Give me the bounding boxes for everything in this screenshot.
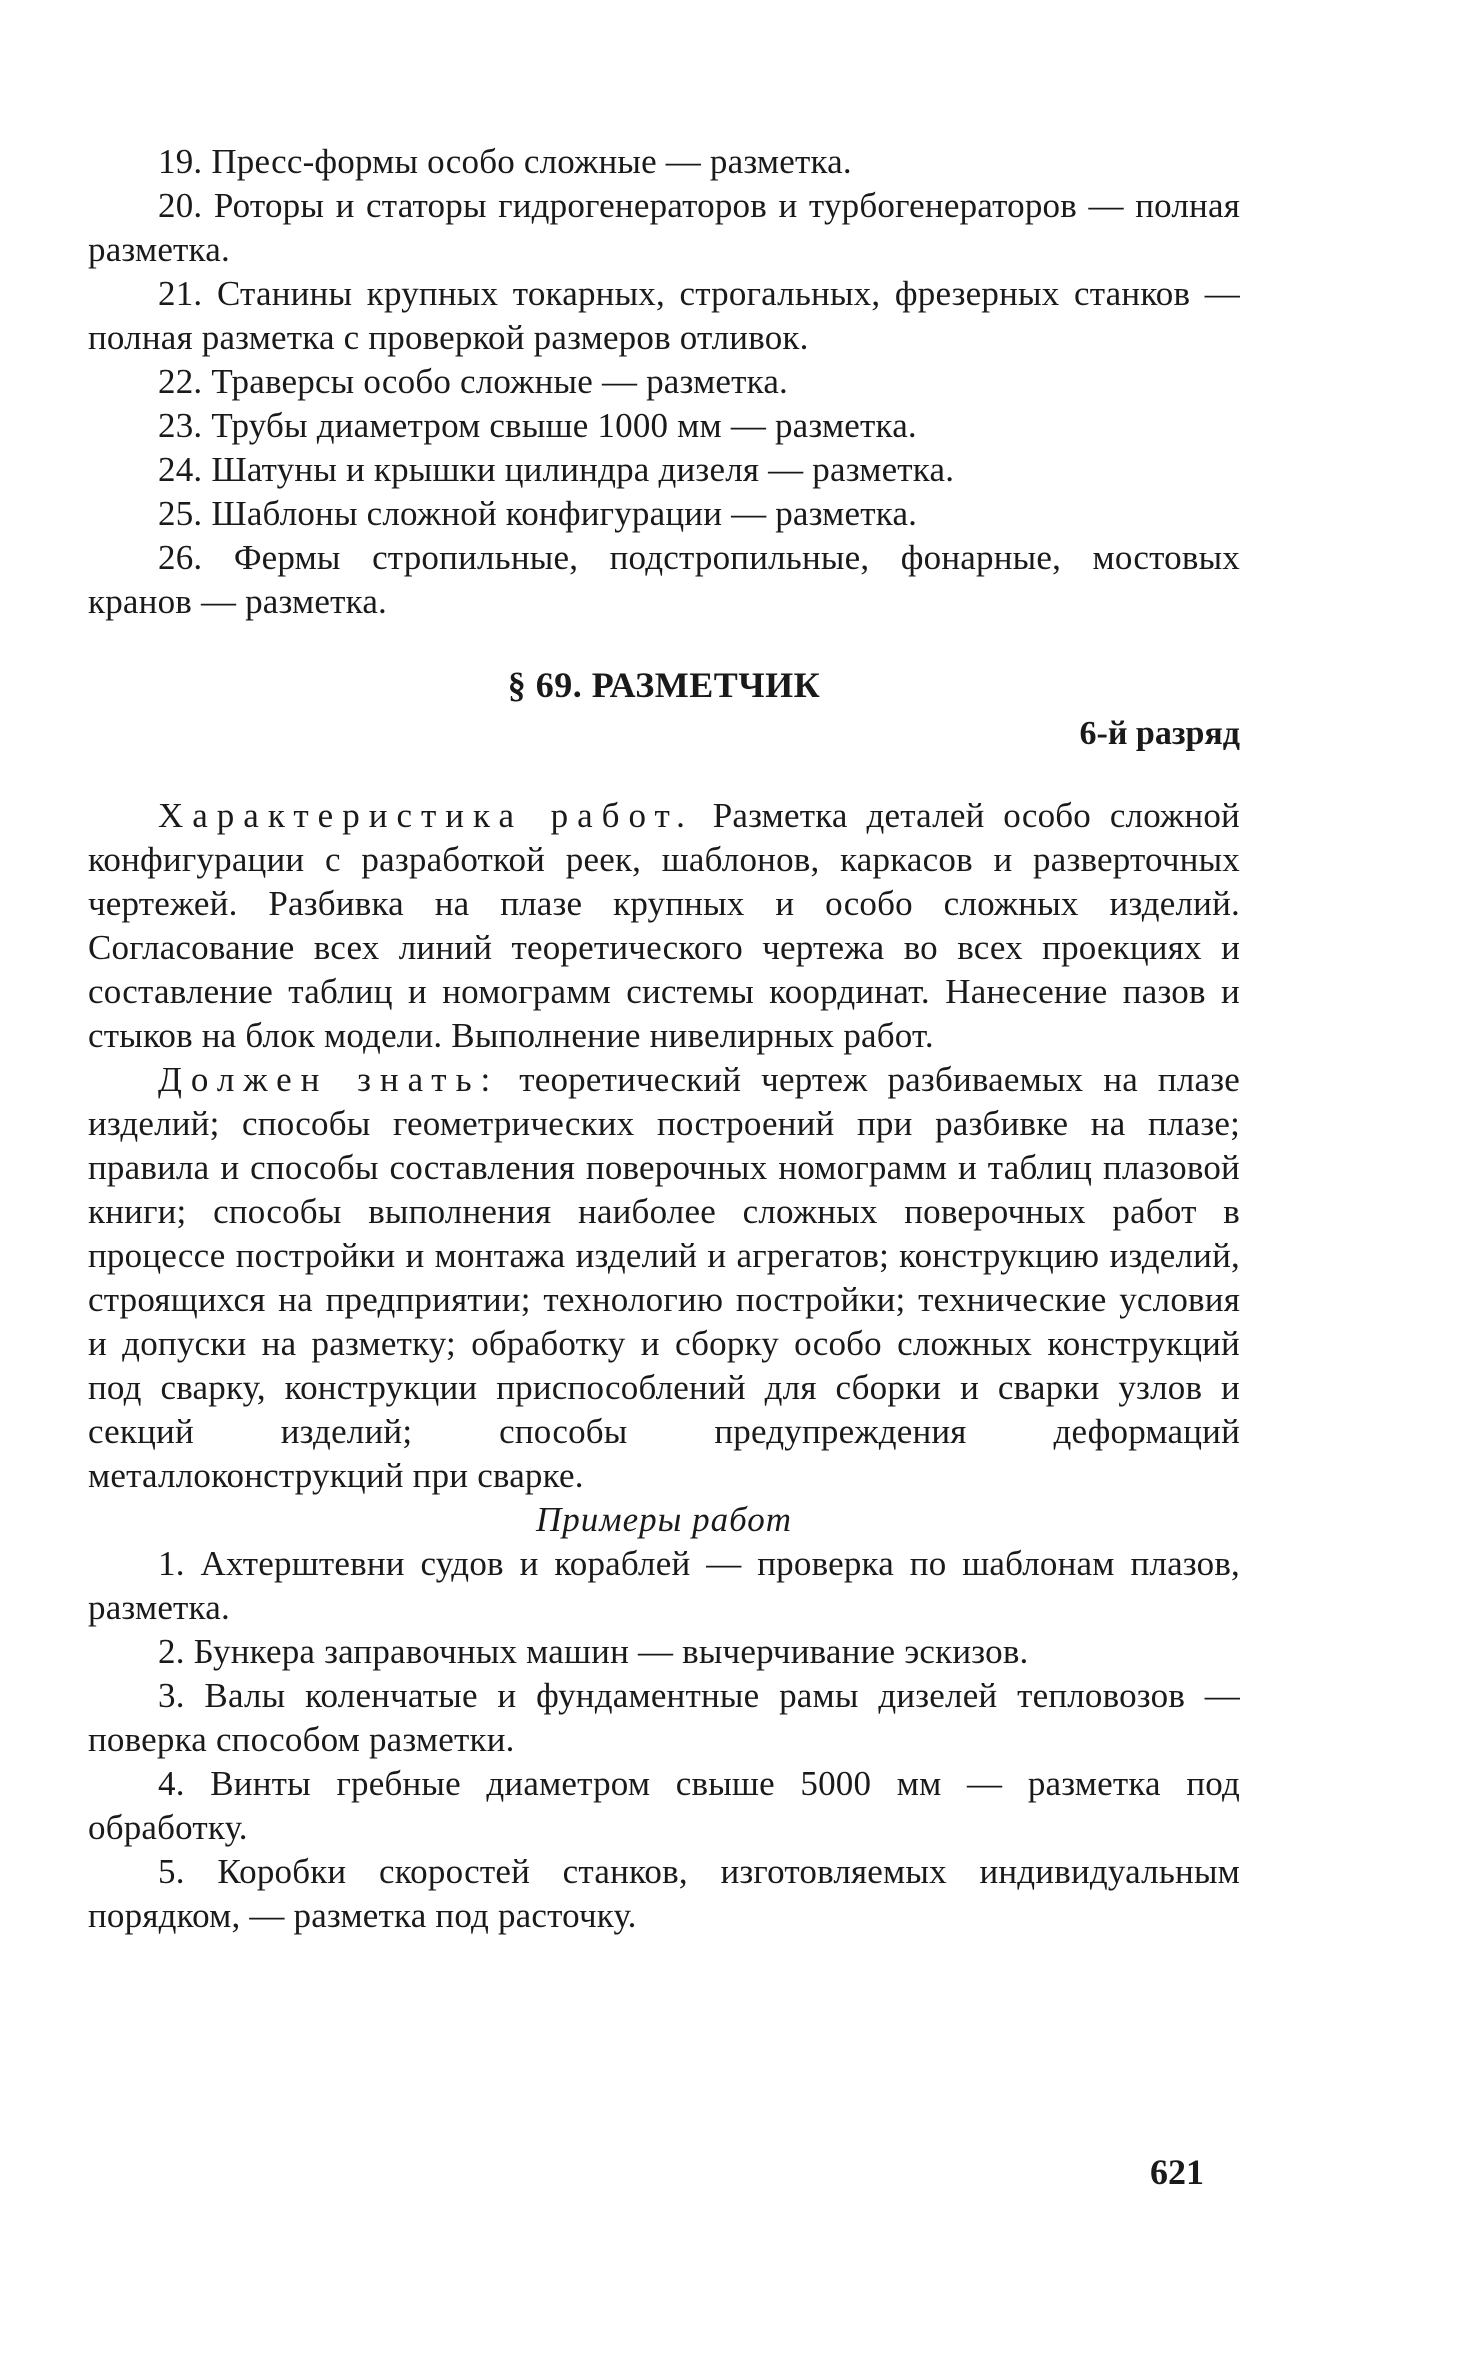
example-text: Валы коленчатые и фундаментные рамы дизелей тепловозов — поверка способом разметки. <box>88 1676 1240 1759</box>
item-text: Шатуны и крышки цилиндра дизеля — разметка. <box>211 450 955 489</box>
item-text: Роторы и статоры гидрогенераторов и турбогенераторов — полная разметка. <box>88 186 1240 269</box>
example-item <box>88 1762 1240 1850</box>
example-item <box>88 1630 1240 1674</box>
example-number: 1. <box>158 1544 185 1583</box>
example-text: Бункера заправочных машин — вычерчивание эскизов. <box>193 1632 1029 1671</box>
item-number: 24. <box>158 450 203 489</box>
list-item <box>88 184 1240 272</box>
item-number: 20. <box>158 186 203 225</box>
list-item <box>88 140 1240 184</box>
knowledge-label: Должен знать: <box>158 1060 500 1099</box>
example-text: Коробки скоростей станков, изготовляемых индивидуальным порядком, — разметка под расточку. <box>88 1852 1241 1935</box>
example-item <box>88 1674 1240 1762</box>
characteristics-paragraph <box>88 794 1240 1058</box>
list-item <box>88 272 1240 360</box>
example-number: 3. <box>158 1676 185 1715</box>
example-number: 2. <box>158 1632 185 1671</box>
list-item <box>88 404 1240 448</box>
knowledge-text: теоретический чертеж разбиваемых на плазе изделий; способы геометрических построений при разбивке на плазе; правила и способы составления поверочных номограмм и таблиц плазовой книги; способы выполнения наиболее сложных поверочных работ в процессе постройки и монтажа изделий и агрегатов; конструкцию изделий, строящихся на предприятии; технологию постройки; технические условия и допуски на разметку; обработку и сборку особо сложных конструкций под сварку, конструкции приспособлений для сборки и сварки узлов и секций изделий; способы предупреждения деформаций металлоконструкций при сварке. <box>88 1060 1241 1495</box>
item-text: Станины крупных токарных, строгальных, фрезерных станков — полная разметка с проверкой размеров отливок. <box>88 274 1240 357</box>
example-number: 4. <box>158 1764 185 1803</box>
item-number: 22. <box>158 362 203 401</box>
section-body <box>88 794 1240 1938</box>
example-item <box>88 1542 1240 1630</box>
example-number: 5. <box>158 1852 185 1891</box>
list-item <box>88 492 1240 536</box>
item-text: Траверсы особо сложные — разметка. <box>211 362 789 401</box>
item-text: Фермы стропильные, подстропильные, фонарные, мостовых кранов — разметка. <box>88 538 1240 621</box>
examples-title: Примеры работ <box>535 1500 793 1539</box>
knowledge-paragraph <box>88 1058 1240 1498</box>
item-text: Трубы диаметром свыше 1000 мм — разметка. <box>211 406 917 445</box>
item-text: Шаблоны сложной конфигурации — разметка. <box>211 494 918 533</box>
section-heading: § 69. РАЗМЕТЧИК <box>507 665 821 705</box>
item-number: 21. <box>158 274 203 313</box>
list-item <box>88 448 1240 492</box>
page-number: 621 <box>1150 2152 1204 2192</box>
characteristics-label: Характеристика работ. <box>158 796 694 835</box>
characteristics-text: Разметка деталей особо сложной конфигурации с разработкой реек, шаблонов, каркасов и разверточных чертежей. Разбивка на плазе крупных и особо сложных изделий. Согласование всех линий теоретического чертежа во всех проекциях и составление таблиц и номограмм системы координат. Нанесение пазов и стыков на блок модели. Выполнение нивелирных работ. <box>88 796 1240 1055</box>
item-number: 25. <box>158 494 203 533</box>
example-item <box>88 1850 1240 1938</box>
examples-list <box>88 1542 1240 1938</box>
item-text: Пресс-формы особо сложные — разметка. <box>211 142 852 181</box>
list-item <box>88 536 1240 624</box>
example-text: Ахтерштевни судов и кораблей — проверка по шаблонам плазов, разметка. <box>88 1544 1241 1627</box>
top-items-list <box>88 140 1240 624</box>
grade-label: 6-й разряд <box>1079 715 1240 752</box>
item-number: 23. <box>158 406 203 445</box>
item-number: 19. <box>158 142 203 181</box>
item-number: 26. <box>158 538 203 577</box>
page-content <box>88 140 1240 1938</box>
list-item <box>88 360 1240 404</box>
example-text: Винты гребные диаметром свыше 5000 мм — разметка под обработку. <box>88 1764 1241 1847</box>
